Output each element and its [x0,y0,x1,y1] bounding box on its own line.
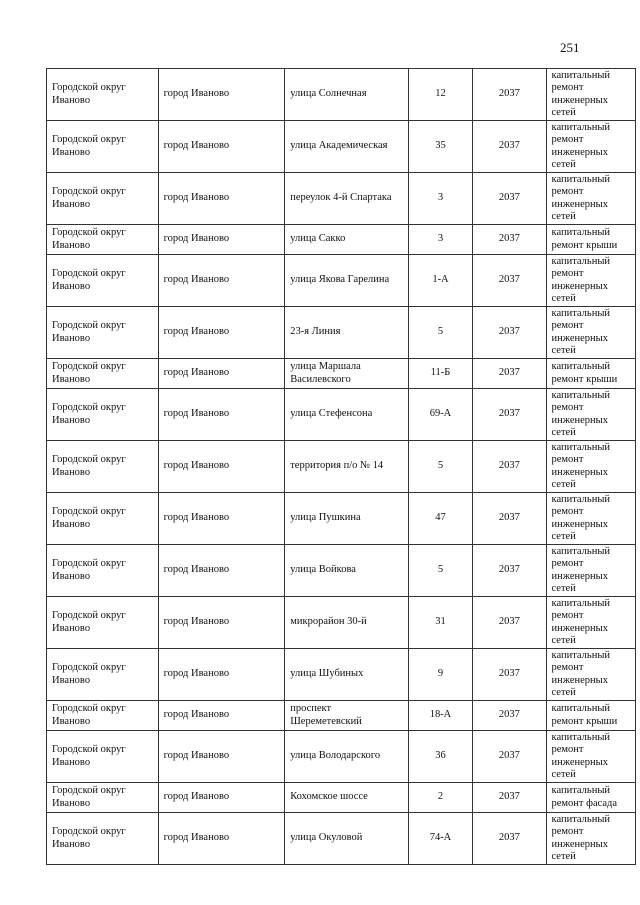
cell-city: город Иваново [158,731,285,783]
table-row [47,783,636,813]
cell-house: 5 [408,307,472,359]
cell-house: 1-А [408,255,472,307]
cell-district: Городской округ Иваново [47,173,159,225]
cell-year: 2037 [473,545,546,597]
table-row [47,307,636,359]
cell-district: Городской округ Иваново [47,701,159,731]
cell-street: улица Войкова [285,545,409,597]
cell-district: Городской округ Иваново [47,225,159,255]
page-number: 251 [560,40,580,55]
cell-street: улица Стефенсона [285,389,409,441]
cell-district: Городской округ Иваново [47,359,159,389]
table-row [47,225,636,255]
cell-street: улица Пушкина [285,493,409,545]
cell-street: улица Солнечная [285,69,409,121]
cell-city: город Иваново [158,173,285,225]
cell-work: капитальный ремонт инженерных сетей [546,493,636,545]
cell-year: 2037 [473,255,546,307]
cell-street: улица Якова Гарелина [285,255,409,307]
table-row [47,731,636,783]
cell-street: переулок 4-й Спартака [285,173,409,225]
cell-house: 5 [408,441,472,493]
cell-house: 5 [408,545,472,597]
cell-city: город Иваново [158,813,285,865]
cell-street: улица Маршала Василевского [285,359,409,389]
cell-city: город Иваново [158,359,285,389]
cell-district: Городской округ Иваново [47,813,159,865]
cell-work: капитальный ремонт инженерных сетей [546,597,636,649]
cell-year: 2037 [473,783,546,813]
table-row [47,701,636,731]
cell-city: город Иваново [158,783,285,813]
cell-work: капитальный ремонт крыши [546,225,636,255]
cell-city: город Иваново [158,649,285,701]
cell-year: 2037 [473,441,546,493]
cell-house: 47 [408,493,472,545]
cell-district: Городской округ Иваново [47,649,159,701]
cell-city: город Иваново [158,307,285,359]
cell-house: 9 [408,649,472,701]
cell-year: 2037 [473,69,546,121]
cell-house: 3 [408,173,472,225]
cell-house: 18-А [408,701,472,731]
cell-street: улица Академическая [285,121,409,173]
cell-work: капитальный ремонт фасада [546,783,636,813]
cell-work: капитальный ремонт инженерных сетей [546,545,636,597]
table-row [47,121,636,173]
cell-house: 35 [408,121,472,173]
cell-work: капитальный ремонт инженерных сетей [546,121,636,173]
cell-year: 2037 [473,359,546,389]
table-row [47,359,636,389]
cell-year: 2037 [473,649,546,701]
cell-street: улица Сакко [285,225,409,255]
cell-work: капитальный ремонт инженерных сетей [546,173,636,225]
cell-work: капитальный ремонт инженерных сетей [546,69,636,121]
cell-year: 2037 [473,173,546,225]
cell-house: 36 [408,731,472,783]
cell-street: Кохомское шоссе [285,783,409,813]
cell-house: 74-А [408,813,472,865]
table-row [47,441,636,493]
cell-district: Городской округ Иваново [47,597,159,649]
cell-district: Городской округ Иваново [47,69,159,121]
cell-work: капитальный ремонт инженерных сетей [546,649,636,701]
cell-district: Городской округ Иваново [47,441,159,493]
cell-street: 23-я Линия [285,307,409,359]
cell-city: город Иваново [158,441,285,493]
cell-city: город Иваново [158,255,285,307]
cell-city: город Иваново [158,597,285,649]
cell-year: 2037 [473,597,546,649]
cell-street: улица Шубиных [285,649,409,701]
table-row [47,173,636,225]
cell-work: капитальный ремонт крыши [546,359,636,389]
cell-work: капитальный ремонт инженерных сетей [546,813,636,865]
table-row [47,389,636,441]
cell-house: 12 [408,69,472,121]
cell-district: Городской округ Иваново [47,545,159,597]
cell-district: Городской округ Иваново [47,783,159,813]
table-body [47,69,636,865]
cell-work: капитальный ремонт инженерных сетей [546,441,636,493]
table-row [47,545,636,597]
cell-work: капитальный ремонт инженерных сетей [546,389,636,441]
cell-work: капитальный ремонт инженерных сетей [546,307,636,359]
cell-house: 69-А [408,389,472,441]
cell-street: микрорайон 30-й [285,597,409,649]
cell-city: город Иваново [158,121,285,173]
cell-year: 2037 [473,389,546,441]
cell-city: город Иваново [158,225,285,255]
cell-work: капитальный ремонт инженерных сетей [546,255,636,307]
table-row [47,69,636,121]
cell-year: 2037 [473,121,546,173]
cell-city: город Иваново [158,69,285,121]
cell-district: Городской округ Иваново [47,255,159,307]
cell-street: территория п/о № 14 [285,441,409,493]
cell-street: улица Окуловой [285,813,409,865]
cell-house: 11-Б [408,359,472,389]
table-row [47,255,636,307]
cell-year: 2037 [473,731,546,783]
repair-schedule-table [46,68,636,865]
cell-house: 2 [408,783,472,813]
cell-year: 2037 [473,307,546,359]
table-row [47,597,636,649]
cell-year: 2037 [473,493,546,545]
cell-district: Городской округ Иваново [47,389,159,441]
cell-year: 2037 [473,813,546,865]
cell-street: проспект Шереметевский [285,701,409,731]
cell-city: город Иваново [158,389,285,441]
cell-work: капитальный ремонт крыши [546,701,636,731]
cell-district: Городской округ Иваново [47,307,159,359]
cell-year: 2037 [473,701,546,731]
cell-street: улица Володарского [285,731,409,783]
cell-house: 31 [408,597,472,649]
table-row [47,813,636,865]
table-row [47,493,636,545]
cell-house: 3 [408,225,472,255]
cell-district: Городской округ Иваново [47,121,159,173]
cell-district: Городской округ Иваново [47,731,159,783]
table-row [47,649,636,701]
cell-work: капитальный ремонт инженерных сетей [546,731,636,783]
cell-year: 2037 [473,225,546,255]
cell-city: город Иваново [158,493,285,545]
cell-city: город Иваново [158,545,285,597]
cell-city: город Иваново [158,701,285,731]
cell-district: Городской округ Иваново [47,493,159,545]
